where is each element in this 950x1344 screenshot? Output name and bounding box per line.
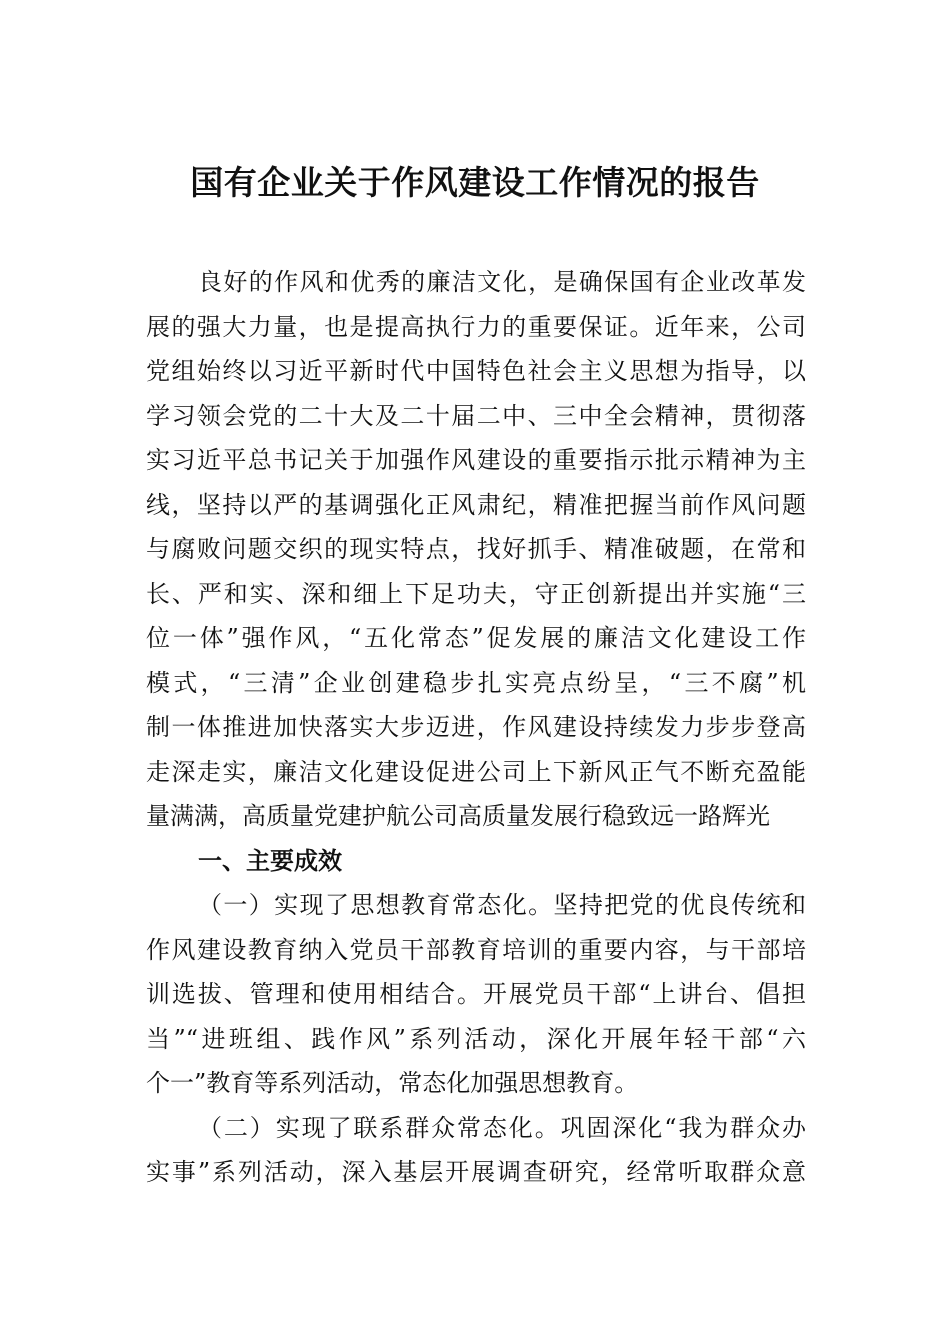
item-1-paragraph — [146, 883, 806, 1106]
paragraph-line: 良好的作风和优秀的廉洁文化，是确保国有企业改革发 — [198, 268, 806, 296]
paragraph-line: 个一”教育等系列活动，常态化加强思想教育。 — [146, 1069, 639, 1097]
paragraph-line: 线，坚持以严的基调强化正风肃纪，精准把握当前作风问题 — [146, 490, 806, 519]
paragraph-line: 制一体推进加快落实大步迈进，作风建设持续发力步步登高 — [146, 713, 806, 741]
document-body — [146, 260, 806, 1195]
intro-paragraph — [146, 260, 806, 839]
paragraph-line: 位一体”强作风，“五化常态”促发展的廉洁文化建设工作 — [146, 624, 806, 652]
document-title: 国有企业关于作风建设工作情况的报告 — [190, 163, 760, 202]
paragraph-line: 量满满，高质量党建护航公司高质量发展行稳致远一路辉光 — [146, 802, 770, 830]
paragraph-line: （二）实现了联系群众常态化。巩固深化“我为群众办 — [198, 1113, 806, 1142]
paragraph-line: 作风建设教育纳入党员干部教育培训的重要内容，与干部培 — [146, 935, 806, 964]
paragraph-line: 走深走实，廉洁文化建设促进公司上下新风正气不断充盈能 — [146, 757, 806, 786]
paragraph-line: 党组始终以习近平新时代中国特色社会主义思想为指导，以 — [146, 357, 806, 385]
paragraph-line: 与腐败问题交织的现实特点，找好抓手、精准破题，在常和 — [146, 535, 806, 563]
paragraph-line: 学习领会党的二十大及二十届二中、三中全会精神，贯彻落 — [146, 401, 806, 430]
item-2-paragraph — [146, 1106, 806, 1195]
paragraph-line: 实习近平总书记关于加强作风建设的重要指示批示精神为主 — [146, 446, 806, 474]
paragraph-line: 实事”系列活动，深入基层开展调查研究，经常听取群众意 — [146, 1158, 806, 1186]
paragraph-line: 展的强大力量，也是提高执行力的重要保证。近年来，公司 — [146, 312, 806, 341]
paragraph-line: 当”“进班组、践作风”系列活动，深化开展年轻干部“六 — [146, 1024, 806, 1053]
section-heading: 一、主要成效 — [198, 846, 342, 875]
paragraph-line: 训选拔、管理和使用相结合。开展党员干部“上讲台、倡担 — [146, 980, 806, 1008]
paragraph-line: 模式，“三清”企业创建稳步扎实亮点纷呈，“三不腐”机 — [146, 668, 806, 697]
paragraph-line: 长、严和实、深和细上下足功夫，守正创新提出并实施“三 — [146, 579, 806, 608]
paragraph-line: （一）实现了思想教育常态化。坚持把党的优良传统和 — [198, 891, 806, 919]
